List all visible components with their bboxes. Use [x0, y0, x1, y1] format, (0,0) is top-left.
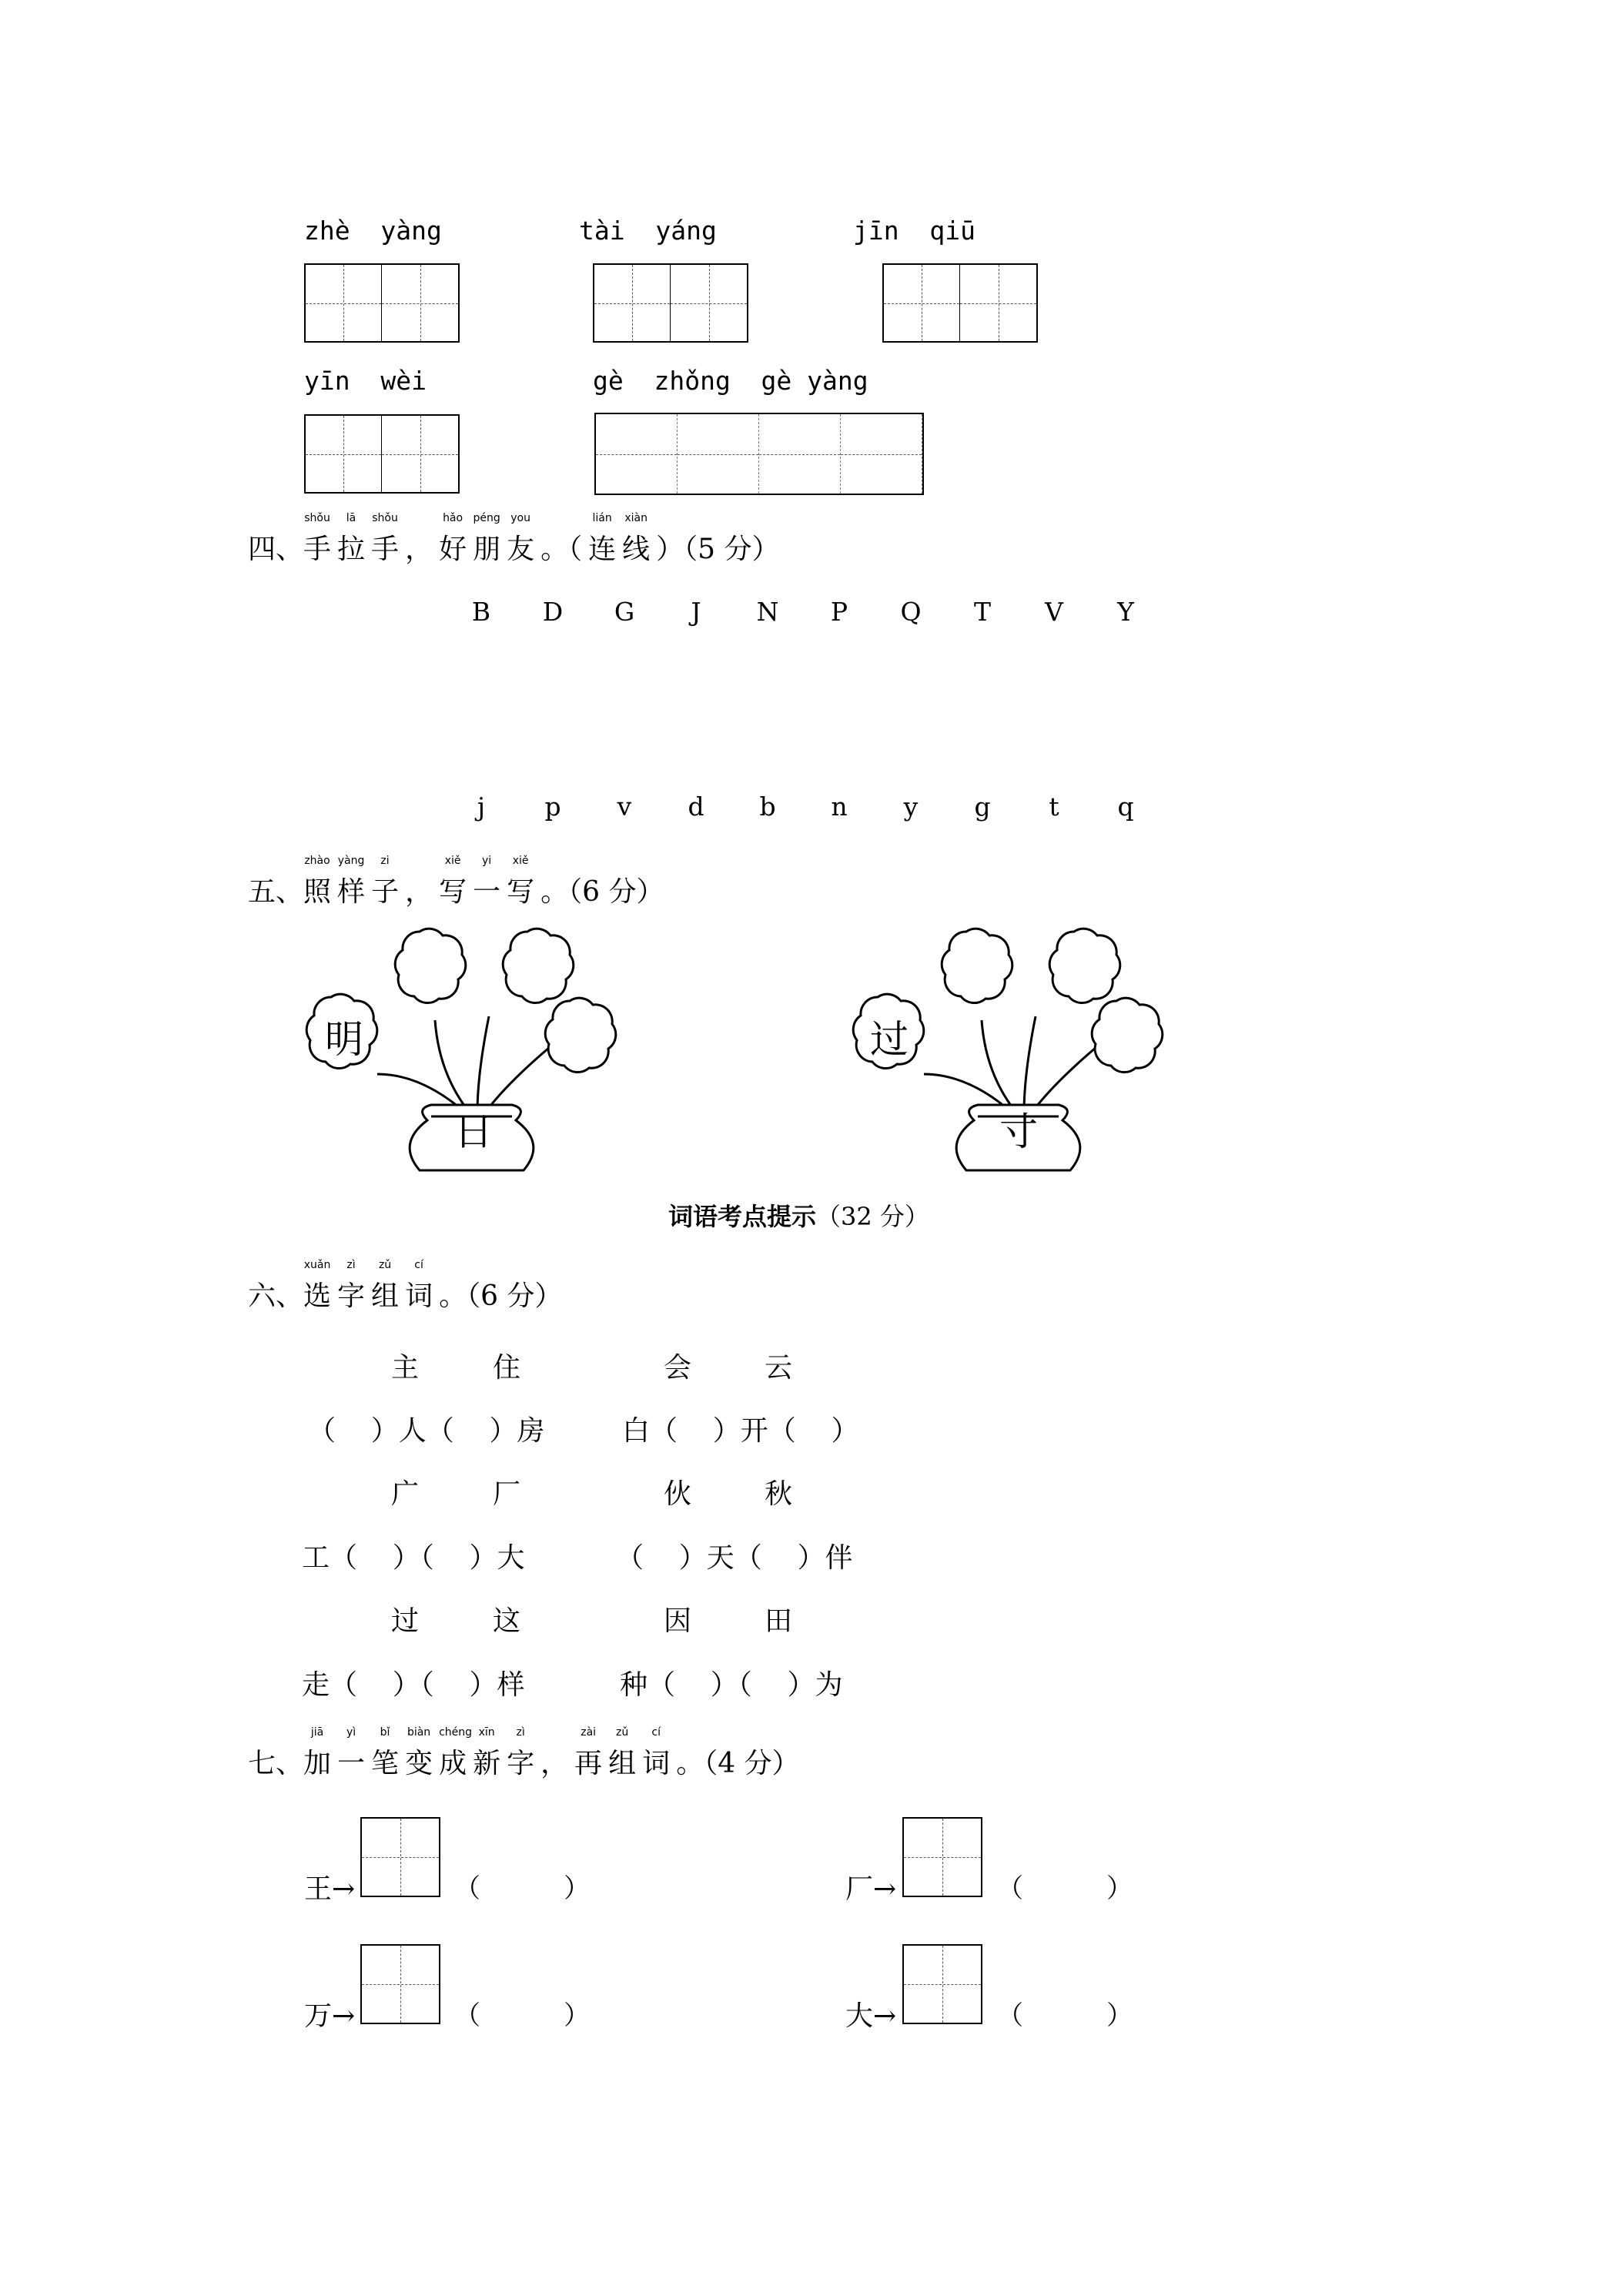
section-number: 六、 — [248, 1280, 304, 1312]
title-char — [303, 1259, 332, 1314]
lowercase-letter[interactable]: q — [1117, 792, 1134, 822]
word-paren-2[interactable]: （ ） — [997, 1873, 1133, 1904]
title-char-text: ）（5 分） — [656, 534, 780, 565]
choice-qiu: 秋 — [765, 1478, 793, 1510]
lowercase-letter[interactable]: j — [477, 792, 486, 822]
pinyin-annotation: zi — [380, 855, 390, 867]
writing-grid-4[interactable] — [304, 414, 460, 494]
pinyin-annotation: yì — [346, 1726, 356, 1739]
uppercase-letter[interactable]: N — [756, 597, 779, 627]
title-char-text: 再 — [574, 1748, 603, 1779]
title-char-text: 笔 — [371, 1748, 400, 1779]
section4-title — [248, 512, 786, 567]
section5-title — [248, 855, 670, 909]
pinyin-annotation: jiā — [310, 1726, 324, 1739]
title-char — [656, 527, 779, 567]
title-char-text: 词 — [642, 1748, 671, 1779]
title-char — [439, 855, 467, 909]
pinyin-zhe-yang: zhè yàng — [304, 216, 442, 246]
title-char-text: 好 — [439, 534, 467, 565]
base-char-wang: 王→ — [304, 1873, 356, 1905]
uppercase-letter[interactable]: T — [973, 597, 991, 627]
fill-line-3-right[interactable]: 种（ ）（ ）为 — [620, 1669, 843, 1701]
choice-yin: 因 — [664, 1605, 692, 1637]
title-char — [439, 512, 467, 567]
title-char — [405, 1726, 433, 1781]
title-char — [473, 512, 501, 567]
fill-line-2-right[interactable]: （ ）天（ ）伴 — [616, 1542, 853, 1574]
title-char-text: 。（4 分） — [676, 1748, 800, 1779]
exercise-pot-char: 寸 — [999, 1110, 1038, 1154]
title-char — [473, 1726, 501, 1781]
uppercase-letter[interactable]: B — [471, 597, 491, 627]
title-char-text: 成 — [439, 1748, 467, 1779]
title-char-text: 。（6 分） — [540, 876, 664, 908]
title-char-text: 子 — [371, 876, 400, 908]
title-char — [540, 870, 664, 909]
title-char — [507, 512, 535, 567]
title-char-text: 连 — [588, 534, 617, 565]
uppercase-letter[interactable]: P — [830, 597, 848, 627]
section-number: 四、 — [248, 534, 304, 565]
title-char-text: 一 — [337, 1748, 366, 1779]
writing-grid-3[interactable] — [882, 263, 1038, 343]
vocab-hint-title: 词语考点提示 — [668, 1202, 817, 1231]
title-char — [439, 1274, 562, 1314]
pinyin-annotation: yàng — [337, 855, 365, 867]
vocab-hint-score: （32 分） — [816, 1202, 929, 1231]
exercise-flower-char: 过 — [870, 1017, 909, 1062]
pinyin-yin-wei: yīn wèi — [304, 366, 427, 396]
pinyin-annotation: cí — [414, 1259, 423, 1271]
title-char — [337, 512, 366, 567]
title-char-text: ， — [405, 876, 433, 908]
title-char-text: 写 — [507, 876, 535, 908]
choice-zhu: 主 — [391, 1352, 420, 1384]
title-char-text: ， — [540, 1748, 569, 1779]
title-char — [405, 870, 433, 909]
flower-petal-top-left — [942, 929, 1012, 1002]
fill-line-3-left[interactable]: 走（ ）（ ）样 — [302, 1669, 525, 1701]
title-char-text: 友 — [507, 534, 535, 565]
fill-line-1-left[interactable]: （ ）人（ ）房 — [308, 1415, 545, 1447]
title-char — [371, 1259, 400, 1314]
title-char — [676, 1742, 799, 1781]
flower-petal-top-right — [503, 929, 574, 1002]
title-char — [473, 855, 501, 909]
title-char — [540, 527, 582, 567]
title-char — [439, 1726, 473, 1781]
title-char — [540, 1742, 568, 1781]
title-char-text: 字 — [507, 1748, 535, 1779]
title-char-text: 词 — [405, 1280, 433, 1312]
choice-zhe: 这 — [493, 1605, 521, 1637]
pinyin-annotation: zì — [516, 1726, 525, 1739]
title-char — [642, 1726, 671, 1781]
pinyin-annotation: xīn — [478, 1726, 495, 1739]
section-number: 七、 — [248, 1748, 304, 1779]
lowercase-letter[interactable]: v — [617, 792, 632, 822]
title-char-text: 加 — [303, 1748, 332, 1779]
title-char-text: 线 — [622, 534, 651, 565]
uppercase-letter[interactable]: D — [542, 597, 564, 627]
pinyin-annotation: cí — [651, 1726, 661, 1739]
title-char — [337, 855, 366, 909]
uppercase-row — [0, 597, 1623, 643]
lowercase-letter[interactable]: g — [974, 792, 991, 822]
example-pot-char: 日 — [454, 1110, 493, 1154]
uppercase-letter[interactable]: Q — [900, 597, 922, 627]
answer-box-3[interactable] — [360, 1944, 440, 2024]
choice-zhu2: 住 — [493, 1352, 521, 1384]
pinyin-annotation: lā — [346, 512, 356, 524]
title-char-text: 一 — [473, 876, 501, 908]
title-char-text: 。（6 分） — [439, 1280, 563, 1312]
title-char — [574, 1726, 603, 1781]
vocab-hint — [668, 1197, 929, 1233]
title-char-text: 手 — [303, 534, 332, 565]
title-char — [608, 1726, 637, 1781]
pinyin-annotation: shǒu — [372, 512, 398, 524]
title-char — [588, 512, 617, 567]
section7-title — [248, 1726, 806, 1781]
uppercase-letter[interactable]: V — [1045, 597, 1063, 627]
title-char — [303, 855, 332, 909]
uppercase-letter[interactable]: J — [691, 597, 701, 627]
title-char-text: 变 — [405, 1748, 433, 1779]
title-char — [303, 1726, 332, 1781]
answer-box-1[interactable] — [360, 1817, 440, 1897]
pinyin-annotation: xiě — [512, 855, 529, 867]
uppercase-letter[interactable]: Y — [1117, 597, 1134, 627]
pinyin-annotation: biàn — [407, 1726, 431, 1739]
answer-box-2[interactable] — [902, 1817, 982, 1897]
title-char — [371, 1726, 400, 1781]
title-char-text: 朋 — [473, 534, 501, 565]
title-char-text: 字 — [337, 1280, 366, 1312]
pinyin-annotation: zhào — [304, 855, 330, 867]
title-char — [337, 1726, 366, 1781]
word-paren-3[interactable]: （ ） — [454, 2000, 591, 2031]
section-number: 五、 — [248, 876, 304, 908]
lowercase-row — [0, 792, 1623, 838]
title-char — [405, 527, 433, 567]
choice-tian: 田 — [765, 1605, 793, 1637]
pinyin-annotation: xiàn — [624, 512, 648, 524]
title-char-text: 样 — [337, 876, 366, 908]
section6-title — [248, 1259, 568, 1314]
title-char-text: 照 — [303, 876, 332, 908]
lowercase-letter[interactable]: n — [831, 792, 848, 822]
answer-box-4[interactable] — [902, 1944, 982, 2024]
title-char — [303, 512, 332, 567]
title-char-text: 组 — [371, 1280, 400, 1312]
flower-petal-right — [545, 998, 616, 1072]
choice-guang: 广 — [391, 1478, 420, 1510]
pinyin-annotation: chéng — [439, 1726, 473, 1739]
pinyin-annotation: yi — [482, 855, 492, 867]
pinyin-annotation: zài — [581, 1726, 597, 1739]
fill-line-2-left[interactable]: 工（ ）（ ）大 — [302, 1542, 525, 1574]
pinyin-annotation: bǐ — [380, 1726, 390, 1739]
pinyin-annotation: péng — [473, 512, 500, 524]
pinyin-jin-qiu: jīn qiū — [853, 216, 975, 246]
flower-petal-top-left — [395, 929, 466, 1002]
pinyin-tai-yang: tài yáng — [579, 216, 717, 246]
choice-yun: 云 — [765, 1352, 793, 1384]
pinyin-annotation: xuǎn — [303, 1259, 331, 1271]
pinyin-annotation: zǔ — [378, 1259, 392, 1271]
choice-guo: 过 — [391, 1605, 420, 1637]
pinyin-annotation: zì — [346, 1259, 356, 1271]
flower-petal-top-right — [1049, 929, 1120, 1002]
title-char — [507, 855, 535, 909]
title-char-text: ， — [405, 534, 433, 565]
title-char — [371, 512, 400, 567]
writing-grid-2[interactable] — [593, 263, 748, 343]
title-char-text: 手 — [371, 534, 400, 565]
pinyin-annotation: you — [510, 512, 530, 524]
base-char-chang: 厂→ — [845, 1873, 897, 1905]
title-char — [405, 1259, 433, 1314]
title-char-text: 写 — [439, 876, 467, 908]
title-char — [622, 512, 651, 567]
word-paren-4[interactable]: （ ） — [997, 2000, 1133, 2031]
flower-petal-right — [1092, 998, 1163, 1072]
title-char-text: 拉 — [337, 534, 366, 565]
writing-grid-5[interactable] — [594, 413, 924, 495]
title-char — [371, 855, 400, 909]
fill-line-1-right[interactable]: 白（ ）开（ ） — [622, 1415, 859, 1447]
base-char-wan: 万→ — [304, 2000, 356, 2032]
pinyin-annotation: lián — [592, 512, 612, 524]
uppercase-letter[interactable]: G — [614, 597, 635, 627]
pinyin-annotation: shǒu — [304, 512, 330, 524]
lowercase-letter[interactable]: t — [1049, 792, 1059, 822]
title-char — [507, 1726, 535, 1781]
choice-hui: 会 — [664, 1352, 692, 1384]
base-char-da: 大→ — [845, 2000, 897, 2032]
word-paren-1[interactable]: （ ） — [454, 1873, 591, 1904]
title-char-text: 新 — [473, 1748, 501, 1779]
pinyin-annotation: hǎo — [443, 512, 463, 524]
lowercase-letter[interactable]: y — [903, 792, 919, 822]
pinyin-annotation: xiě — [444, 855, 461, 867]
lowercase-letter[interactable]: p — [544, 792, 561, 822]
title-char-text: 组 — [608, 1748, 637, 1779]
title-char-text: 选 — [303, 1280, 332, 1312]
title-char — [337, 1259, 366, 1314]
pinyin-annotation: zǔ — [616, 1726, 629, 1739]
example-flower-char: 明 — [325, 1017, 363, 1062]
pinyin-ge-zhong-ge-yang: gè zhǒng gè yàng — [593, 366, 868, 396]
title-char-text: 。（ — [540, 534, 583, 565]
choice-huo: 伙 — [664, 1478, 692, 1510]
writing-grid-1[interactable] — [304, 263, 460, 343]
lowercase-letter[interactable]: d — [688, 792, 704, 822]
choice-chang: 厂 — [493, 1478, 521, 1510]
lowercase-letter[interactable]: b — [759, 792, 776, 822]
